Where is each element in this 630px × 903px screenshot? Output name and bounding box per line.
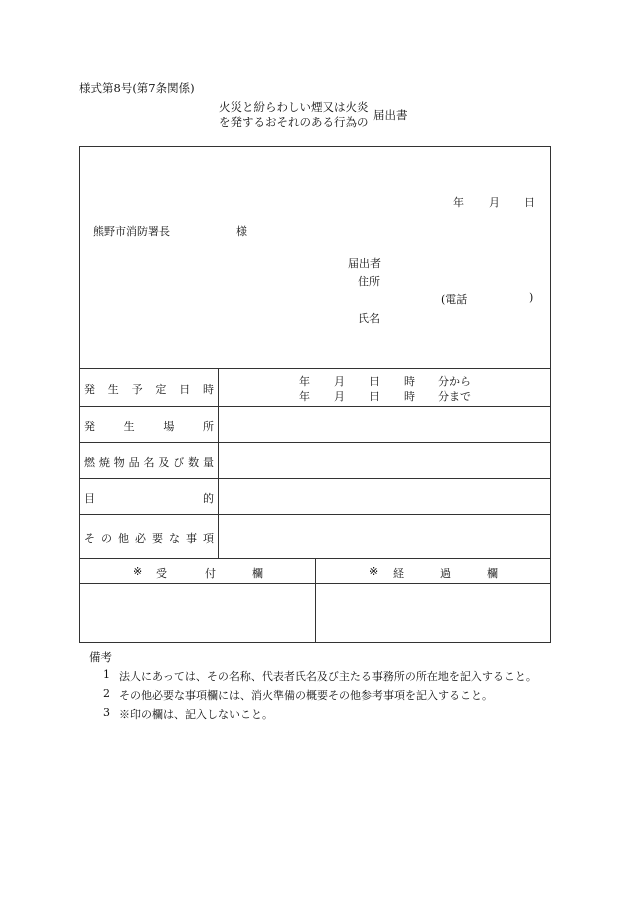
divider-row-1 (79, 406, 551, 407)
title-line-2: を発するおそれのある行為の (219, 115, 369, 129)
form-number: 様式第8号(第7条関係) (79, 81, 195, 95)
date-year: 年 (453, 196, 464, 209)
notes-title: 備考 (89, 650, 112, 664)
label-column-divider (218, 368, 219, 558)
row-label-purpose: 目 的 (84, 492, 214, 505)
row-label-place: 発 生 場 所 (84, 420, 214, 433)
address-label: 住所 (358, 275, 380, 288)
phone-close: ) (529, 291, 534, 304)
title-suffix: 届出書 (373, 108, 408, 122)
row-label-other: そ の 他 必 要 な 事 項 (84, 532, 214, 545)
row-label-datetime: 発 生 予 定 日 時 (84, 383, 214, 396)
title-line-1: 火災と紛らわしい煙又は火炎 (219, 100, 369, 114)
divider-top-section (79, 368, 551, 369)
date-month: 月 (489, 196, 500, 209)
name-label: 氏名 (358, 312, 380, 325)
date-day: 日 (524, 196, 535, 209)
bottom-column-divider (315, 558, 316, 643)
row-label-burning-items: 燃 焼 物 品 名 及 び 数 量 (84, 456, 214, 469)
divider-row-3 (79, 478, 551, 479)
addressee: 熊野市消防署長 (93, 225, 170, 238)
applicant-label: 届出者 (348, 257, 381, 270)
honorific: 様 (236, 225, 247, 238)
divider-row-2 (79, 442, 551, 443)
divider-row-4 (79, 514, 551, 515)
phone-open: (電話 (441, 293, 468, 306)
